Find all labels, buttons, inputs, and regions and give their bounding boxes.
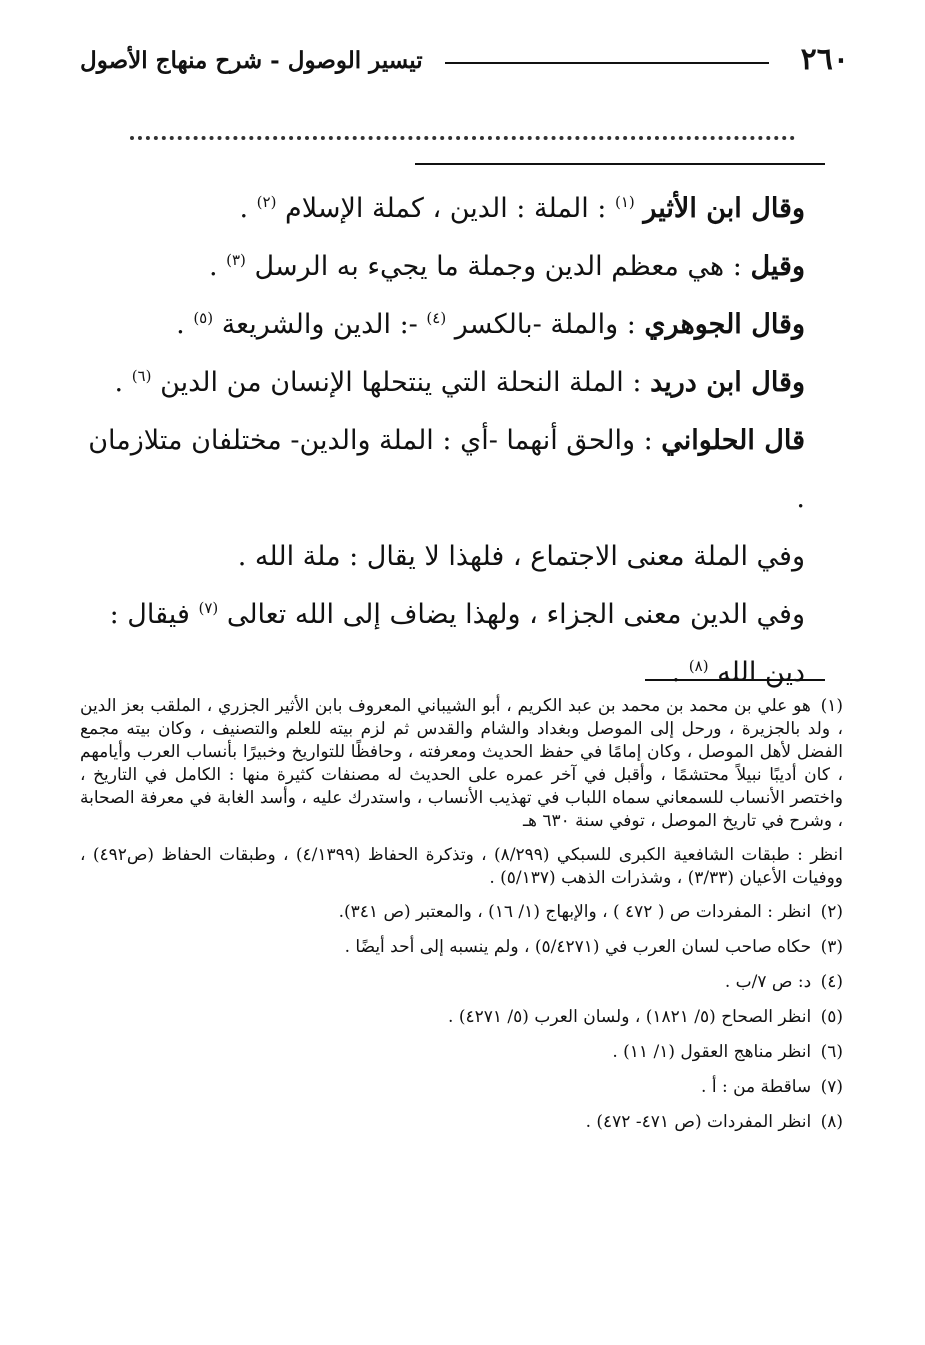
footnote-number: (٦) <box>820 1042 843 1062</box>
running-header <box>80 42 849 82</box>
paragraph-text: : الملة : الدين ، كملة الإسلام <box>285 193 607 224</box>
main-text <box>80 180 805 702</box>
footnote-text: هو علي بن محمد بن محمد بن عبد الكريم ، أبو الشيباني المعروف بابن الأثير الجزري ، الملقب بعز الدين ، ولد بالجزيرة ، ورحل إلى الموصل وبغداد والشام والقدس ثم لزم بيته للعلم والتصنيف ، وكان بيته مجمع الفضل لأهل الموصل ، وكان إمامًا في حفظ الحديث ومعرفته ، وحافظًا للتواريخ وخبيرًا بأنساب العرب وأيامهم ، كان أديبًا نبيلاً محتشمًا ، وأقبل في آخر عمره على الحديث له مصنفات كثيرة منها : الكامل في التاريخ ، واختصر الأنساب للسمعاني سماه اللباب في تهذيب الأنساب ، واستدرك عليه ، وأسد الغابة في معرفة الصحابة ، وشرح في تاريخ الموصل ، توفي سنة ٦٣٠ هـ <box>80 696 843 831</box>
footnote-text: ساقطة من : أ . <box>701 1077 812 1097</box>
footnotes <box>80 695 843 1146</box>
paragraph-ibn-durayd <box>80 354 805 412</box>
section-rule <box>415 163 825 165</box>
footnote-1-references <box>80 844 843 890</box>
paragraph-end: . <box>176 309 185 340</box>
footnote-4 <box>80 971 843 994</box>
footnote-text: انظر المفردات (ص ٤٧١- ٤٧٢) . <box>585 1112 812 1132</box>
footnote-marker: (٣) <box>226 251 246 269</box>
footnote-number: (٥) <box>820 1007 843 1027</box>
paragraph-lead: وقيل <box>750 251 805 282</box>
paragraph-end: . <box>671 657 681 688</box>
paragraph-text: وفي الدين معنى الجزاء ، ولهذا يضاف إلى الله تعالى <box>226 599 805 630</box>
footnote-7 <box>80 1076 843 1099</box>
footnote-number: (٨) <box>820 1112 843 1132</box>
footnote-marker: (٢) <box>256 193 277 211</box>
paragraph-text: : الملة النحلة التي ينتحلها الإنسان من الدين <box>160 367 642 398</box>
dotted-separator <box>130 118 795 140</box>
paragraph-lead: وقال ابن الأثير <box>643 193 805 224</box>
footnote-number: (٤) <box>820 972 843 992</box>
paragraph-text: وفي الملة معنى الاجتماع ، فلهذا لا يقال : ملة الله . <box>237 541 805 572</box>
footnote-text: انظر مناهج العقول (١/ ١١) . <box>612 1042 812 1062</box>
footnote-marker: (٨) <box>688 657 709 675</box>
paragraph-qila <box>80 238 805 296</box>
footnote-3 <box>80 936 843 959</box>
footnote-text: انظر : المفردات ص ( ٤٧٢ ) ، والإبهاج (١/ ١٦) ، والمعتبر (ص ٣٤١). <box>338 902 812 922</box>
footnote-marker: (٥) <box>193 309 214 327</box>
paragraph-halwani <box>80 412 805 528</box>
footnote-marker: (٤) <box>426 309 447 327</box>
footnote-5 <box>80 1006 843 1029</box>
footnotes-rule <box>645 679 825 681</box>
running-title: تيسير الوصول - شرح منهاج الأصول <box>80 47 423 74</box>
paragraph-lead: وقال الجوهري <box>644 309 805 340</box>
footnote-1 <box>80 695 843 833</box>
footnote-8 <box>80 1111 843 1134</box>
footnote-number: (٧) <box>820 1077 843 1097</box>
paragraph-milla-meaning <box>80 528 805 586</box>
footnote-marker: (٦) <box>131 367 152 385</box>
paragraph-lead: قال الحلواني <box>661 425 805 456</box>
paragraph-end: . <box>208 251 218 282</box>
paragraph-text: : والملة -بالكسر <box>454 309 636 340</box>
page-number: ٢٦٠ <box>800 42 849 77</box>
footnote-marker: (١) <box>615 193 635 211</box>
footnote-2 <box>80 901 843 924</box>
footnote-number: (١) <box>820 696 844 716</box>
footnote-text: انظر : طبقات الشافعية الكبرى للسبكي (٨/٢٩٩) ، وتذكرة الحفاظ (٤/١٣٩٩) ، وطبقات الحفاظ (ص٤٩٢) ، ووفيات الأعيان (٣/٣٣) ، وشذرات الذهب (٥/١٣٧) . <box>80 845 843 888</box>
footnote-6 <box>80 1041 843 1064</box>
paragraph-din-meaning <box>80 586 805 702</box>
paragraph-end: . <box>114 367 124 398</box>
footnote-text: د: ص ٧/ب . <box>724 972 812 992</box>
paragraph-lead: وقال ابن دريد <box>650 367 805 398</box>
paragraph-text: فيقال : دين الله <box>109 599 805 688</box>
paragraph-text: -: الدين والشريعة <box>221 309 418 340</box>
footnote-number: (٢) <box>820 902 843 922</box>
header-rule <box>445 62 769 64</box>
footnote-marker: (٧) <box>198 599 219 617</box>
footnote-number: (٣) <box>820 937 843 957</box>
paragraph-jawhari <box>80 296 805 354</box>
paragraph-ibn-al-athir <box>80 180 805 238</box>
paragraph-text: : والحق أنهما -أي : الملة والدين- مختلفان متلازمان . <box>88 425 805 514</box>
footnote-text: انظر الصحاح (٥/ ١٨٢١) ، ولسان العرب (٥/ ٤٢٧١) . <box>448 1007 812 1027</box>
footnote-text: حكاه صاحب لسان العرب في (٥/٤٢٧١) ، ولم ينسبه إلى أحد أيضًا . <box>344 937 812 957</box>
paragraph-end: . <box>239 193 249 224</box>
paragraph-text: : هي معظم الدين وجملة ما يجيء به الرسل <box>254 251 742 282</box>
